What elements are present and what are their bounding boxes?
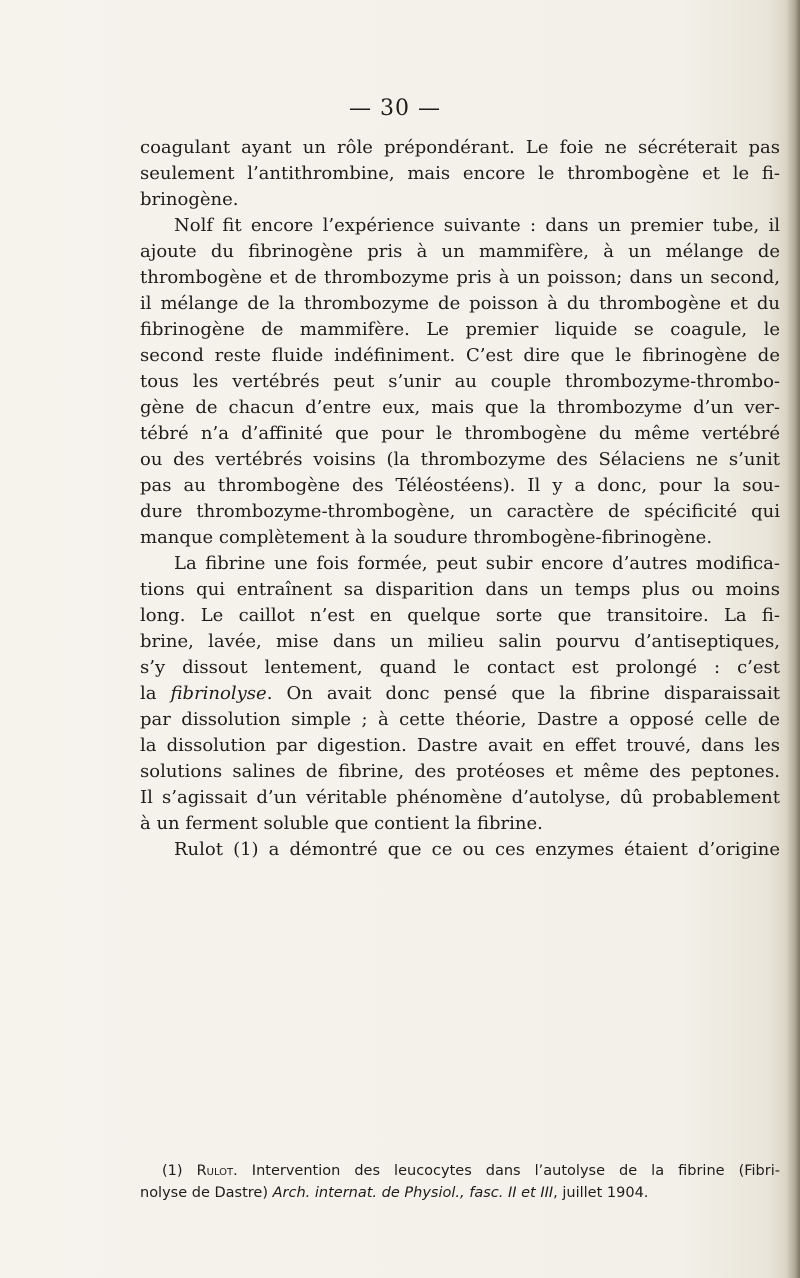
paragraph-2 <box>140 213 780 551</box>
text-line: par dissolution simple ; à cette théorie, Dastre a opposé celle de <box>140 709 780 730</box>
footnote-text: nolyse de Dastre) <box>140 1185 273 1201</box>
text-line: la dissolution par digestion. Dastre avait en effet trouvé, dans les <box>140 735 780 756</box>
footnote-text: . Intervention des leucocytes dans l’autolyse de la fibrine (Fibri- <box>233 1163 780 1179</box>
text-line: fibrinogène de mammifère. Le premier liquide se coagule, le <box>140 319 780 340</box>
text-line: brinogène. <box>140 189 239 210</box>
text-line: tébré n’a d’affinité que pour le thrombogène du même vertébré <box>140 423 780 444</box>
footnote-line-2 <box>140 1182 780 1204</box>
body-text <box>140 135 780 863</box>
text-line: dure thrombozyme-thrombogène, un caractère de spécificité qui <box>140 501 780 522</box>
text-line: seulement l’antithrombine, mais encore le thrombogène et le fi- <box>140 163 780 184</box>
text-line: coagulant ayant un rôle prépondérant. Le foie ne sécréterait pas <box>140 137 780 158</box>
italic-term-fibrinolyse: fibrinolyse <box>170 683 267 704</box>
footnote-author: Rulot <box>196 1163 234 1179</box>
text-line: Nolf fit encore l’expérience suivante : dans un premier tube, il <box>174 215 780 236</box>
text-line-fibrinolyse <box>140 681 780 707</box>
text-line: ajoute du fibrinogène pris à un mammifère, à un mélange de <box>140 241 780 262</box>
text-line: gène de chacun d’entre eux, mais que la thrombozyme d’un ver- <box>140 397 780 418</box>
text-line: La fibrine une fois formée, peut subir encore d’autres modifica- <box>174 553 780 574</box>
text-line: second reste fluide indéfiniment. C’est dire que le fibrinogène de <box>140 345 780 366</box>
text-line: thrombogène et de thrombozyme pris à un poisson; dans un second, <box>140 267 780 288</box>
text-line: il mélange de la thrombozyme de poisson à du thrombogène et du <box>140 293 780 314</box>
text-line: s’y dissout lentement, quand le contact est prolongé : c’est <box>140 657 780 678</box>
text-line: Rulot (1) a démontré que ce ou ces enzymes étaient d’origine <box>174 839 780 860</box>
text-fragment: . On avait donc pensé que la fibrine disparaissait <box>266 683 780 704</box>
footnote <box>140 1160 780 1204</box>
text-line: brine, lavée, mise dans un milieu salin pourvu d’antiseptiques, <box>140 631 780 652</box>
footnote-line-1 <box>140 1160 780 1182</box>
text-line: Il s’agissait d’un véritable phénomène d’autolyse, dû probablement <box>140 787 780 808</box>
text-line: pas au thrombogène des Téléostéens). Il y a donc, pour la sou- <box>140 475 780 496</box>
text-line: ou des vertébrés voisins (la thrombozyme des Sélaciens ne s’unit <box>140 449 780 470</box>
page-number: — 30 — <box>349 96 441 121</box>
text-line: tions qui entraînent sa disparition dans un temps plus ou moins <box>140 579 780 600</box>
text-line: long. Le caillot n’est en quelque sorte que transitoire. La fi- <box>140 605 780 626</box>
paragraph-4 <box>140 837 780 863</box>
paragraph-1 <box>140 135 780 213</box>
text-fragment: la <box>140 683 171 704</box>
paragraph-3 <box>140 551 780 837</box>
text-line: solutions salines de fibrine, des protéoses et même des peptones. <box>140 761 780 782</box>
text-line: à un ferment soluble que contient la fibrine. <box>140 813 543 834</box>
footnote-marker: (1) <box>162 1163 197 1179</box>
text-line: manque complètement à la soudure thrombogène-fibrinogène. <box>140 527 713 548</box>
footnote-journal: Arch. internat. de Physiol., fasc. II et III <box>272 1185 554 1201</box>
page-edge-shadow <box>786 0 800 1278</box>
text-line: tous les vertébrés peut s’unir au couple thrombozyme-thrombo- <box>140 371 780 392</box>
footnote-text: , juillet 1904. <box>553 1185 649 1201</box>
